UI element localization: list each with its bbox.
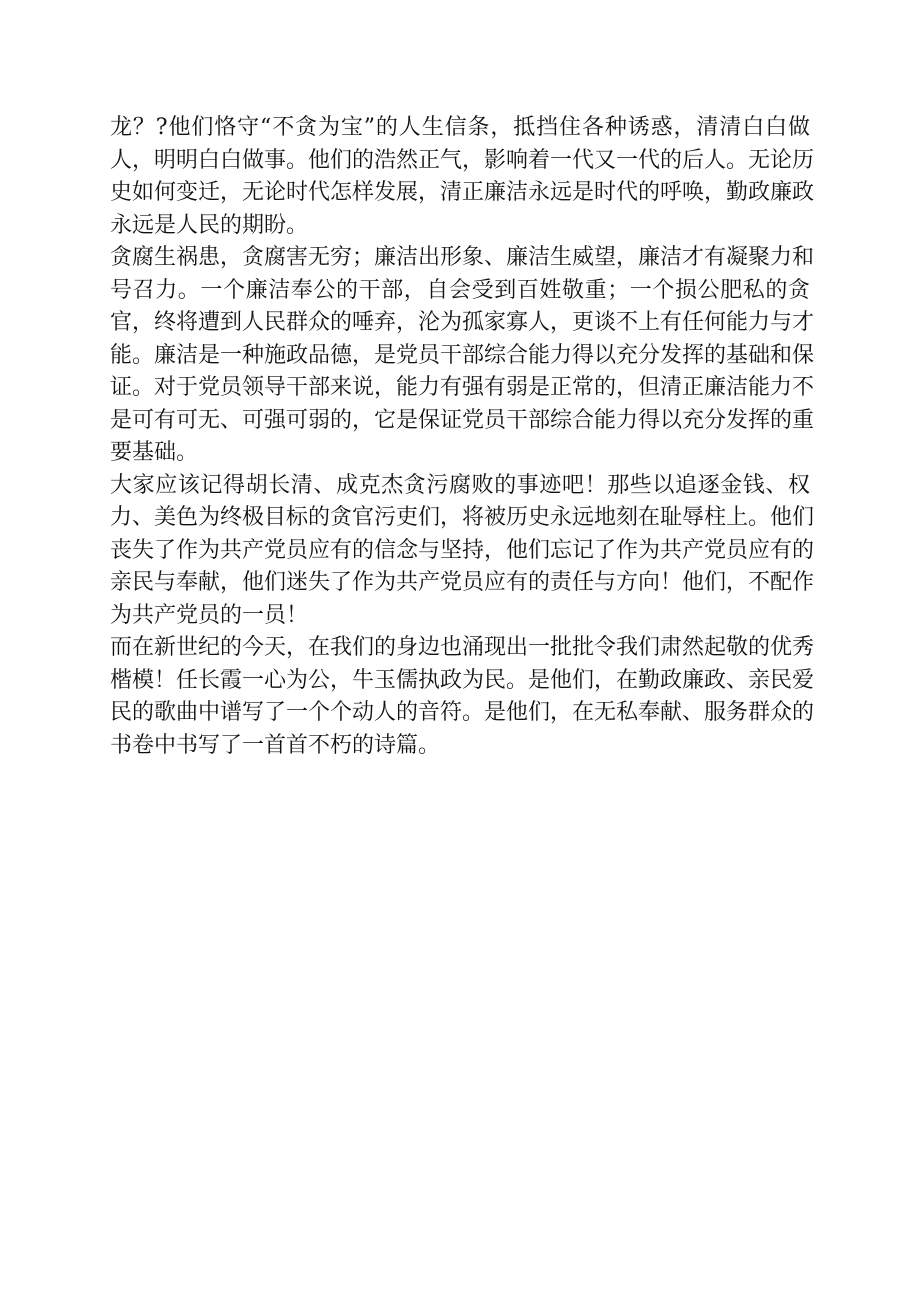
text-line: 龙？?他们恪守“不贪为宝”的人生信条，抵挡住各种诱惑，清清白白做 xyxy=(110,115,810,140)
text-line: 丧失了作为共产党员应有的信念与坚持，他们忘记了作为共产党员应有的 xyxy=(110,537,815,563)
text-line: 力、美色为终极目标的贪官污吏们，将被历史永远地刻在耻辱柱上。他们 xyxy=(110,505,815,530)
text-line: 证。对于党员领导干部来说，能力有强有弱是正常的，但清正廉洁能力不 xyxy=(110,375,815,400)
text-line: 大家应该记得胡长清、成克杰贪污腐败的事迹吧！那些以追逐金钱、权 xyxy=(110,472,810,498)
text-line: 号召力。一个廉洁奉公的干部，自会受到百姓敬重；一个损公肥私的贪 xyxy=(110,277,810,303)
text-line: 楷模！任长霞一心为公，牛玉儒执政为民。是他们，在勤政廉政、亲民爱 xyxy=(110,667,815,693)
text-line: 要基础。 xyxy=(110,440,199,465)
text-line: 人，明明白白做事。他们的浩然正气，影响着一代又一代的后人。无论历 xyxy=(110,147,815,173)
text-line: 贪腐生祸患，贪腐害无穷；廉洁出形象、廉洁生威望，廉洁才有凝聚力和 xyxy=(110,245,815,270)
text-line: 永远是人民的期盼。 xyxy=(110,212,309,238)
text-line: 能。廉洁是一种施政品德，是党员干部综合能力得以充分发挥的基础和保 xyxy=(110,342,815,368)
text-line: 是可有可无、可强可弱的，它是保证党员干部综合能力得以充分发挥的重 xyxy=(110,407,815,433)
body-text xyxy=(110,112,815,762)
text-line: 官，终将遭到人民群众的唾弃，沦为孤家寡人，更谈不上有任何能力与才 xyxy=(110,310,815,335)
text-line: 书卷中书写了一首首不朽的诗篇。 xyxy=(110,732,441,758)
text-line: 而在新世纪的今天，在我们的身边也涌现出一批批令我们肃然起敬的优秀 xyxy=(110,635,815,660)
text-line: 民的歌曲中谱写了一个个动人的音符。是他们，在无私奉献、服务群众的 xyxy=(110,700,815,725)
text-line: 亲民与奉献，他们迷失了作为共产党员应有的责任与方向！他们，不配作 xyxy=(110,570,815,595)
text-line: 史如何变迁，无论时代怎样发展，清正廉洁永远是时代的呼唤，勤政廉政 xyxy=(110,180,815,205)
text-line: 为共产党员的一员！ xyxy=(110,602,309,628)
